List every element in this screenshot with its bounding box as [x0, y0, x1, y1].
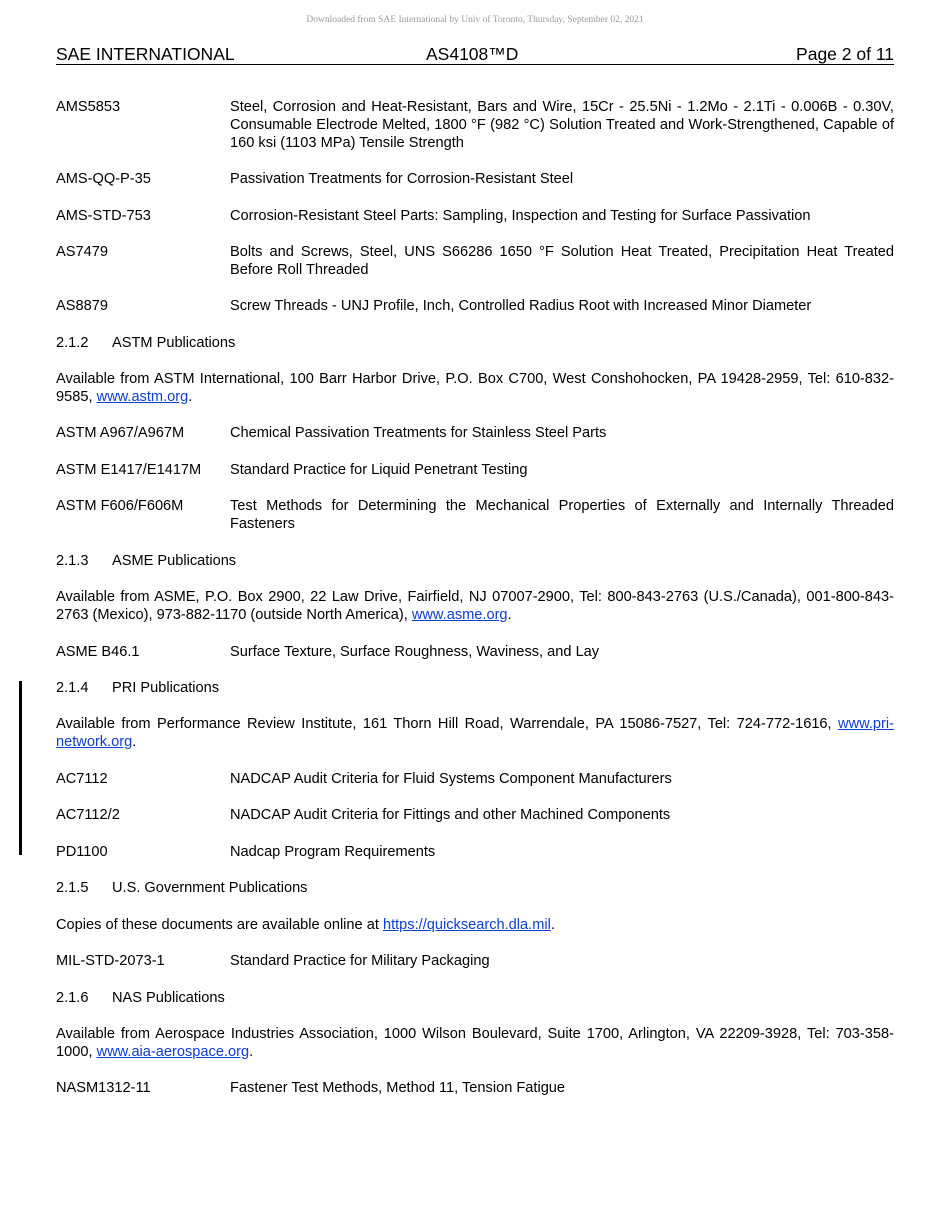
- section-heading-asme: [56, 552, 236, 570]
- reference-code: AC7112/2: [56, 807, 120, 823]
- section-title: PRI Publications: [112, 680, 220, 696]
- reference-code: AMS-STD-753: [56, 208, 151, 224]
- reference-title: Bolts and Screws, Steel, UNS S66286 1650 °F Solution Heat Treated, Precipitation Heat Treated Before Roll Threaded: [230, 244, 894, 278]
- header-page-number: Page 2 of 11: [796, 44, 894, 64]
- reference-title: Standard Practice for Military Packaging: [230, 953, 490, 969]
- reference-title: Chemical Passivation Treatments for Stainless Steel Parts: [230, 425, 607, 441]
- reference-title: Standard Practice for Liquid Penetrant Testing: [230, 462, 528, 478]
- page-header: [56, 44, 894, 65]
- period: .: [507, 607, 512, 623]
- availability-text: Available from ASTM International, 100 Barr Harbor Drive, P.O. Box C700, West Conshohocken, PA 19428-2959, Tel: 610-832-9585,: [56, 371, 894, 405]
- reference-title: Screw Threads - UNJ Profile, Inch, Controlled Radius Root with Increased Minor Diameter: [230, 298, 812, 314]
- availability-text: Available from ASME, P.O. Box 2900, 22 Law Drive, Fairfield, NJ 07007-2900, Tel: 800-843-2763 (U.S./Canada), 001-800-843-2763 (Mexico), 973-882-1170 (outside North America),: [56, 589, 894, 623]
- reference-title: Corrosion-Resistant Steel Parts: Sampling, Inspection and Testing for Surface Passivation: [230, 208, 811, 224]
- header-document-number: AS4108™D: [426, 44, 519, 64]
- dla-quicksearch-link[interactable]: https://quicksearch.dla.mil: [382, 917, 551, 933]
- section-number: 2.1.4: [56, 680, 89, 696]
- reference-code: ASTM F606/F606M: [56, 498, 184, 514]
- period: .: [249, 1044, 254, 1060]
- section-title: NAS Publications: [112, 990, 225, 1006]
- section-title: ASME Publications: [112, 553, 237, 569]
- asme-website-link[interactable]: www.asme.org: [411, 607, 508, 623]
- section-heading-astm: [56, 334, 235, 352]
- reference-title: Test Methods for Determining the Mechanical Properties of Externally and Internally Threaded Fasteners: [230, 498, 894, 532]
- section-heading-us-government: [56, 879, 307, 897]
- reference-code: AS7479: [56, 244, 108, 260]
- reference-code: AMS5853: [56, 99, 121, 115]
- section-number: 2.1.2: [56, 335, 89, 351]
- reference-code: PD1100: [56, 844, 108, 860]
- availability-text: Copies of these documents are available online at: [56, 917, 383, 933]
- pri-website-link[interactable]: www.pri-network.org: [56, 716, 894, 750]
- period: .: [188, 389, 193, 405]
- reference-code: ASTM A967/A967M: [56, 425, 185, 441]
- revision-change-bar: [19, 681, 22, 855]
- period: .: [132, 734, 137, 750]
- section-title: U.S. Government Publications: [112, 880, 308, 896]
- reference-title: Steel, Corrosion and Heat-Resistant, Bars and Wire, 15Cr - 25.5Ni - 1.2Mo - 2.1Ti - 0.006B - 0.30V, Consumable Electrode Melted, 1800 °F (982 °C) Solution Treated and Work-Strengthened, Capable of 160 ksi (1103 MPa) Tensile Strength: [230, 99, 894, 151]
- reference-code: MIL-STD-2073-1: [56, 953, 165, 969]
- section-title: ASTM Publications: [112, 335, 236, 351]
- period: .: [550, 917, 555, 933]
- reference-code: AMS-QQ-P-35: [56, 171, 151, 187]
- reference-code: NASM1312-11: [56, 1080, 151, 1096]
- availability-text: Available from Aerospace Industries Association, 1000 Wilson Boulevard, Suite 1700, Arlington, VA 22209-3928, Tel: 703-358-1000,: [56, 1026, 894, 1060]
- section-number: 2.1.5: [56, 880, 89, 896]
- reference-code: AS8879: [56, 298, 108, 314]
- aia-website-link[interactable]: www.aia-aerospace.org: [96, 1044, 250, 1060]
- header-organization: SAE INTERNATIONAL: [56, 44, 235, 64]
- reference-title: Surface Texture, Surface Roughness, Waviness, and Lay: [230, 644, 600, 660]
- nas-availability-paragraph: [56, 1025, 894, 1061]
- pri-availability-paragraph: [56, 715, 894, 751]
- reference-title: NADCAP Audit Criteria for Fittings and other Machined Components: [230, 807, 671, 823]
- reference-title: Fastener Test Methods, Method 11, Tension Fatigue: [230, 1080, 566, 1096]
- section-number: 2.1.6: [56, 990, 89, 1006]
- section-heading-pri: [56, 679, 219, 697]
- reference-title: Nadcap Program Requirements: [230, 844, 436, 860]
- astm-availability-paragraph: [56, 370, 894, 406]
- reference-title: NADCAP Audit Criteria for Fluid Systems Component Manufacturers: [230, 771, 672, 787]
- availability-text: Available from Performance Review Institute, 161 Thorn Hill Road, Warrendale, PA 15086-7527, Tel: 724-772-1616,: [56, 716, 839, 732]
- reference-title: Passivation Treatments for Corrosion-Resistant Steel: [230, 171, 574, 187]
- usgov-availability-paragraph: [56, 916, 894, 934]
- section-heading-nas: [56, 989, 225, 1007]
- reference-code: ASME B46.1: [56, 644, 140, 660]
- reference-code: ASTM E1417/E1417M: [56, 462, 202, 478]
- asme-availability-paragraph: [56, 588, 894, 624]
- astm-website-link[interactable]: www.astm.org: [96, 389, 189, 405]
- section-number: 2.1.3: [56, 553, 89, 569]
- reference-code: AC7112: [56, 771, 108, 787]
- download-watermark: Downloaded from SAE International by Univ of Toronto, Thursday, September 02, 2021: [306, 15, 644, 25]
